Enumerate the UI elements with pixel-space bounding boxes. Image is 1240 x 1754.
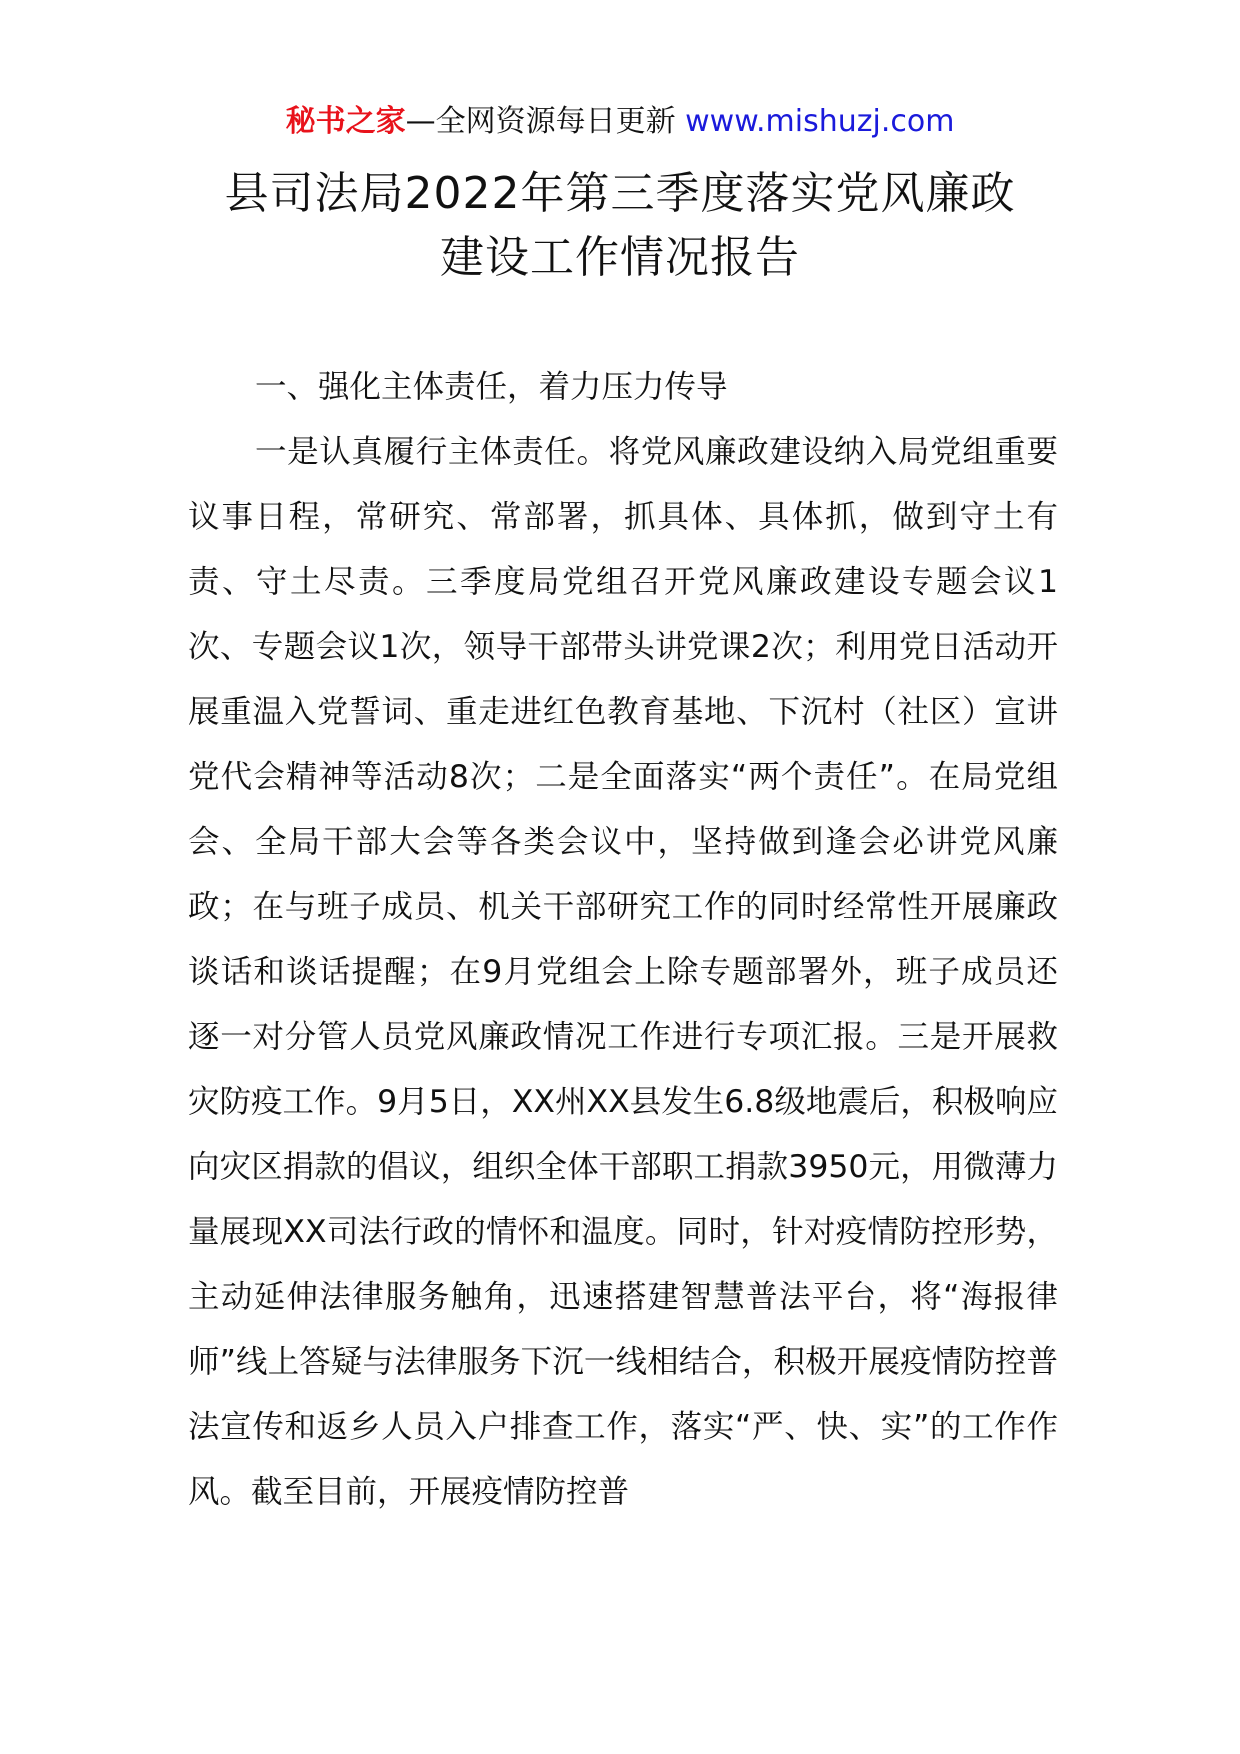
header-tagline: —全网资源每日更新 [405, 104, 686, 139]
document-title-line-2: 建设工作情况报告 [440, 232, 800, 283]
site-header [0, 100, 1240, 144]
body-paragraph: 一是认真履行主体责任。将党风廉政建设纳入局党组重要议事日程，常研究、常部署，抓具体、具体抓，做到守土有责、守土尽责。三季度局党组召开党风廉政建设专题会议1次、专题会议1次，领导干部带头讲党课2次；利用党日活动开展重温入党誓词、重走进红色教育基地、下沉村（社区）宣讲党代会精神等活动8次；二是全面落实“两个责任”。在局党组会、全局干部大会等各类会议中，坚持做到逢会必讲党风廉政；在与班子成员、机关干部研究工作的同时经常性开展廉政谈话和谈话提醒；在9月党组会上除专题部署外，班子成员还逐一对分管人员党风廉政情况工作进行专项汇报。三是开展救灾防疫工作。9月5日，XX州XX县发生6.8级地震后，积极响应向灾区捐款的倡议，组织全体干部职工捐款3950元，用微薄力量展现XX司法行政的情怀和温度。同时，针对疫情防控形势，主动延伸法律服务触角，迅速搭建智慧普法平台，将“海报律师”线上答疑与法律服务下沉一线相结合，积极开展疫情防控普法宣传和返乡人员入户排查工作，落实“严、快、实”的工作作风。截至目前，开展疫情防控普 [188, 434, 1058, 1510]
document-body [188, 355, 1058, 1525]
site-url-link[interactable]: www.mishuzj.com [685, 104, 955, 139]
section-heading: 一、强化主体责任，着力压力传导 [255, 369, 728, 405]
document-title [0, 162, 1240, 290]
brand-name: 秘书之家 [285, 104, 406, 139]
document-title-line-1: 县司法局2022年第三季度落实党风廉政 [224, 168, 1016, 219]
